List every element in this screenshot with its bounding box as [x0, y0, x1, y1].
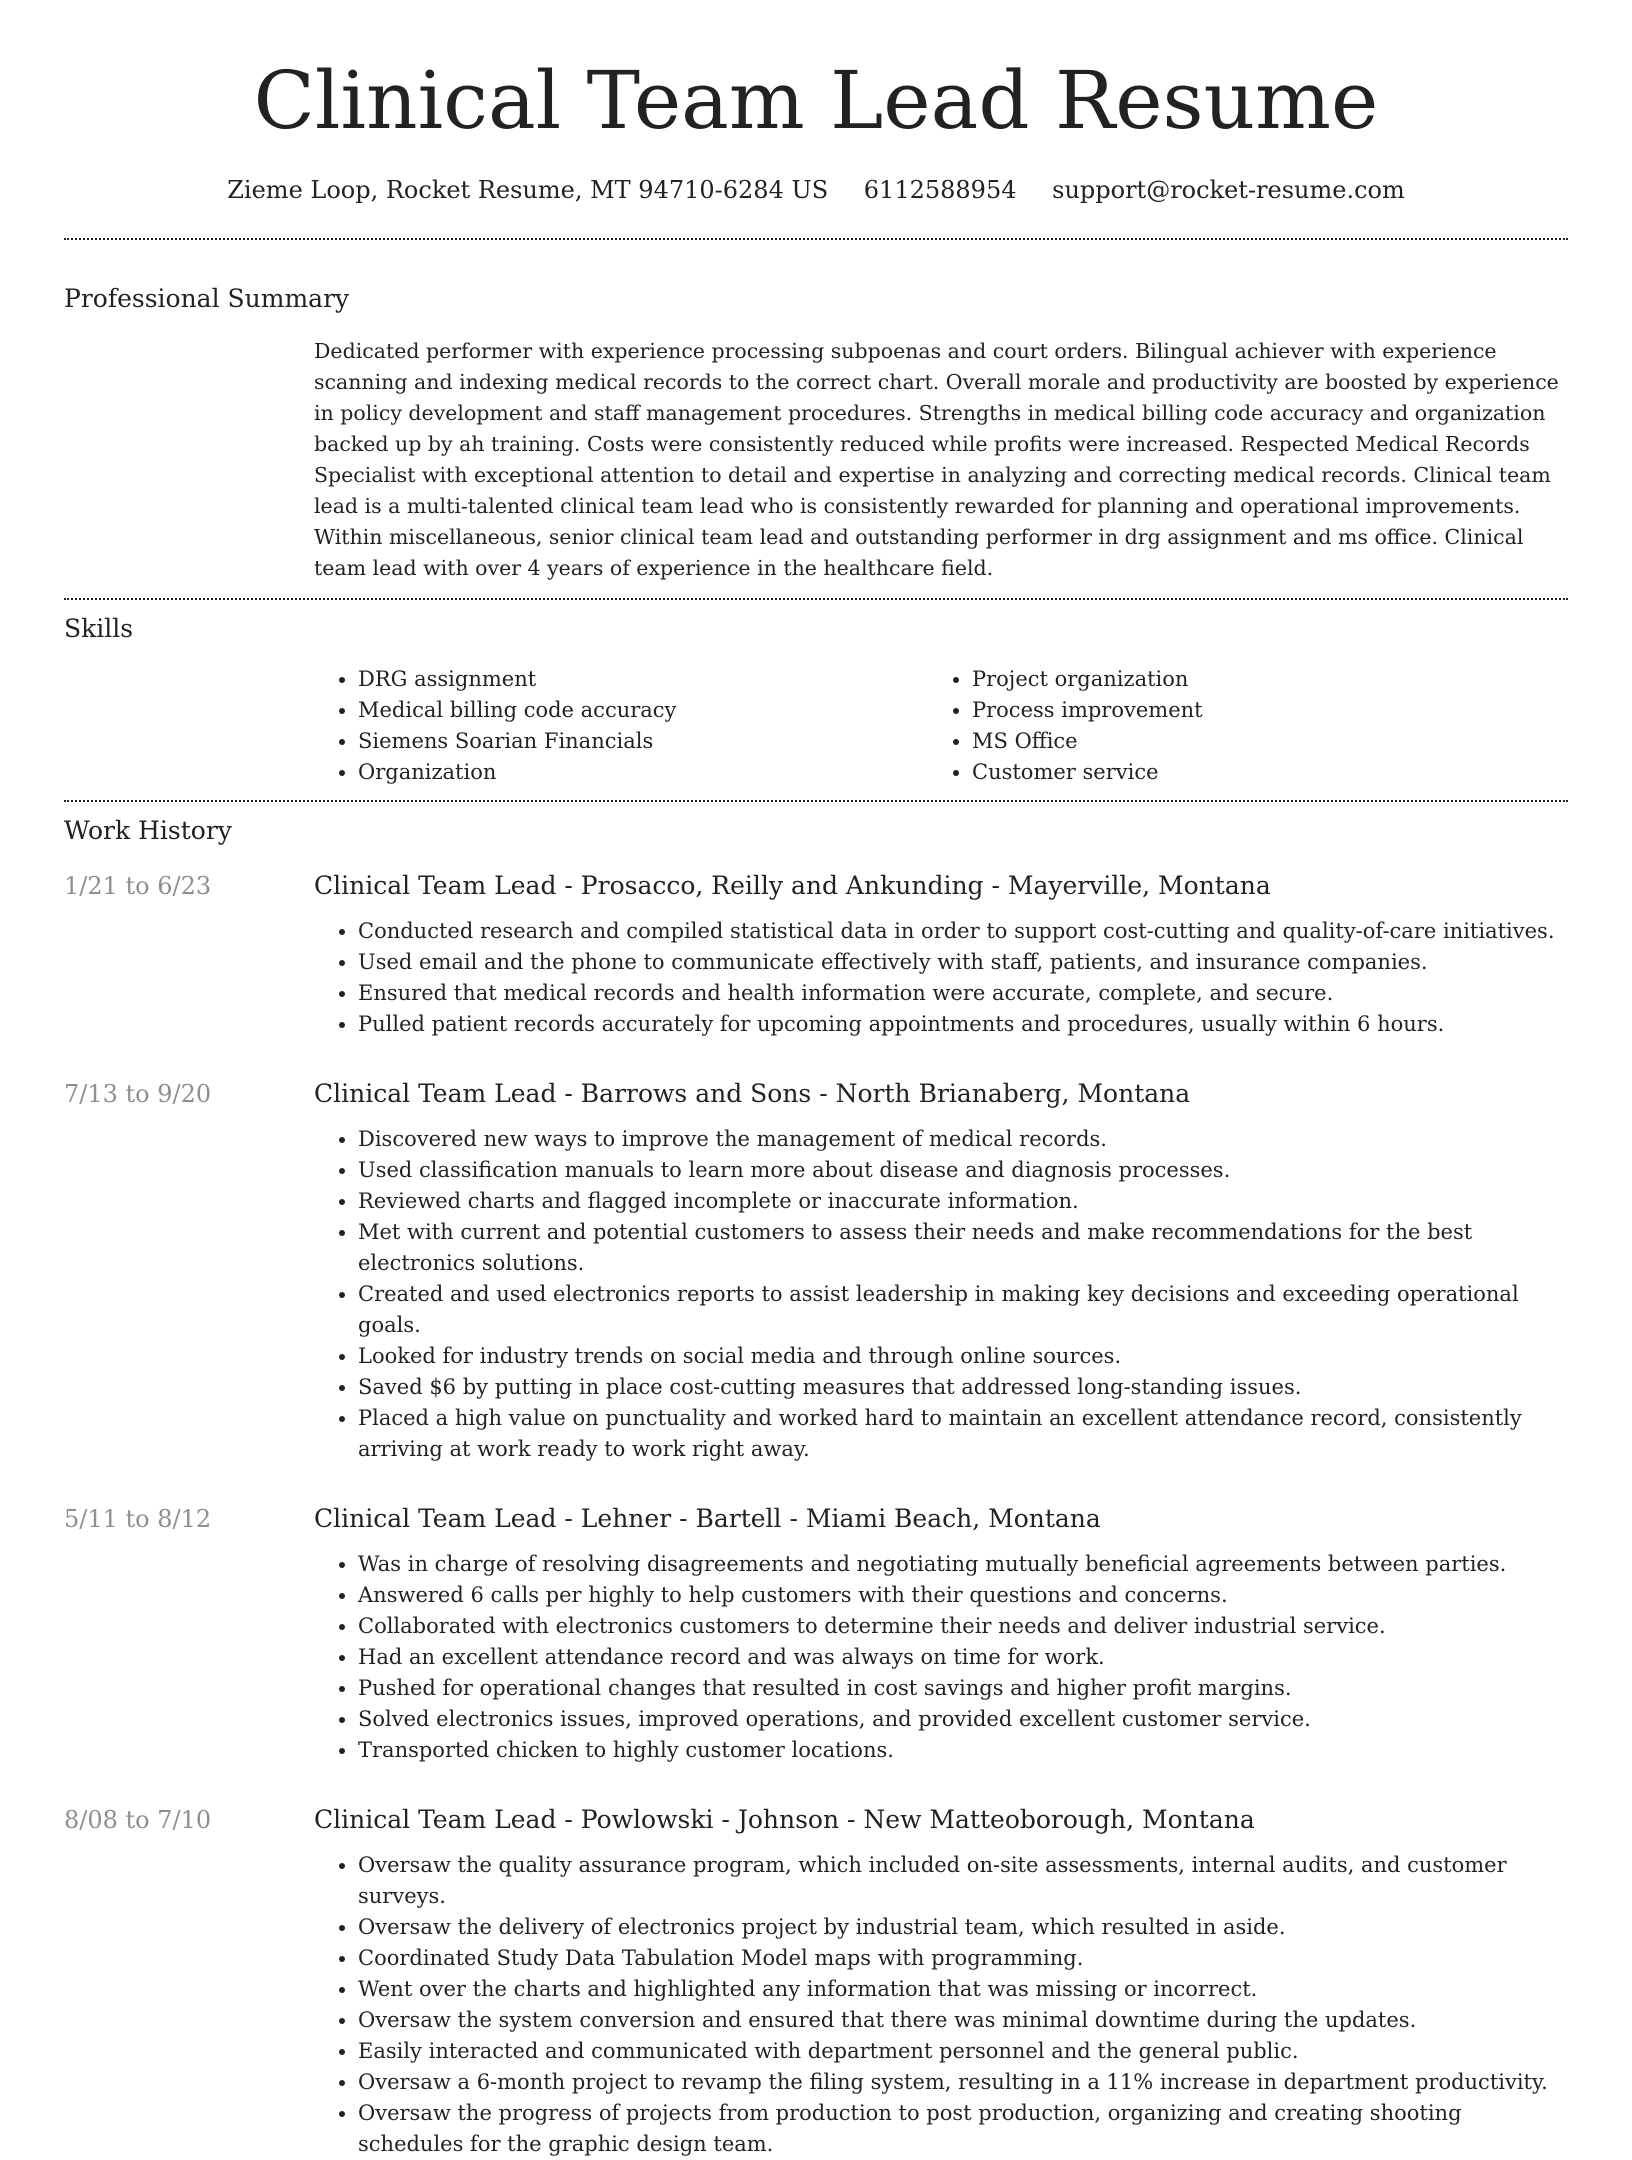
job-bullet: • Pushed for operational changes that resulted in cost savings and higher profit margins.: [358, 1673, 1568, 1704]
job-bullet: • Oversaw the progress of projects from production to post production, organizing and creating shooting schedules for the graphic design team.: [358, 2098, 1568, 2160]
professional-summary-section: [64, 240, 1568, 584]
job-bullet: • Pulled patient records accurately for upcoming appointments and procedures, usually within 6 hours.: [358, 1009, 1568, 1040]
job-bullet: • Oversaw the system conversion and ensured that there was minimal downtime during the updates.: [358, 2005, 1568, 2036]
skill-item: • Medical billing code accuracy: [358, 695, 928, 726]
job-bullet: • Used email and the phone to communicate effectively with staff, patients, and insurance companies.: [358, 947, 1568, 978]
job-bullet: • Was in charge of resolving disagreements and negotiating mutually beneficial agreements between parties.: [358, 1549, 1568, 1580]
skills-grid: [314, 664, 1568, 788]
job-bullet: • Oversaw a 6-month project to revamp the filing system, resulting in a 11% increase in department productivity.: [358, 2067, 1568, 2098]
skills-list-left: [314, 664, 928, 788]
job-bullet: • Used classification manuals to learn more about disease and diagnosis processes.: [358, 1155, 1568, 1186]
job-bullet: • Coordinated Study Data Tabulation Model maps with programming.: [358, 1943, 1568, 1974]
job-heading: Clinical Team Lead - Barrows and Sons - North Brianaberg, Montana: [314, 1079, 1191, 1108]
job-bullets: [314, 916, 1568, 1040]
contact-line: [64, 174, 1568, 206]
job-entry: [64, 870, 1568, 1040]
job-bullet: • Reviewed charts and flagged incomplete or inaccurate information.: [358, 1186, 1568, 1217]
job-bullets: [314, 1850, 1568, 2160]
job-date: 7/13 to 9/20: [64, 1080, 212, 1108]
work-history-section: [64, 802, 1568, 2160]
resume-title: Clinical Team Lead Resume: [253, 54, 1379, 147]
contact-phone: 6112588954: [863, 176, 1017, 204]
job-bullet: • Answered 6 calls per highly to help customers with their questions and concerns.: [358, 1580, 1568, 1611]
job-bullets: [314, 1549, 1568, 1766]
skills-section: [64, 600, 1568, 788]
job-date: 1/21 to 6/23: [64, 872, 212, 900]
job-bullet: • Conducted research and compiled statistical data in order to support cost-cutting and quality-of-care initiatives.: [358, 916, 1568, 947]
section-title-summary: Professional Summary: [64, 284, 350, 313]
job-bullet: • Looked for industry trends on social media and through online sources.: [358, 1341, 1568, 1372]
job-bullet: • Saved $6 by putting in place cost-cutting measures that addressed long-standing issues.: [358, 1372, 1568, 1403]
skill-item: • DRG assignment: [358, 664, 928, 695]
job-bullet: • Easily interacted and communicated with department personnel and the general public.: [358, 2036, 1568, 2067]
job-entry: [64, 1804, 1568, 2160]
skill-item: • MS Office: [972, 726, 1542, 757]
job-bullet: • Placed a high value on punctuality and worked hard to maintain an excellent attendance record, consistently arriving at work ready to work right away.: [358, 1403, 1568, 1465]
summary-text: Dedicated performer with experience processing subpoenas and court orders. Bilingual achiever with experience scanning and indexing medical records to the correct chart. Overall morale and productivity are boosted by experience in policy development and staff management procedures. Strengths in medical billing code accuracy and organization backed up by ah training. Costs were consistently reduced while profits were increased. Respected Medical Records Specialist with exceptional attention to detail and expertise in analyzing and correcting medical records. Clinical team lead is a multi-talented clinical team lead who is consistently rewarded for planning and operational improvements. Within miscellaneous, senior clinical team lead and outstanding performer in drg assignment and ms office. Clinical team lead with over 4 years of experience in the healthcare field.: [314, 339, 1559, 580]
job-bullet: • Solved electronics issues, improved operations, and provided excellent customer service.: [358, 1704, 1568, 1735]
job-entry: [64, 1078, 1568, 1465]
section-title-work: Work History: [64, 816, 232, 845]
job-entry: [64, 1503, 1568, 1766]
contact-address: Zieme Loop, Rocket Resume, MT 94710-6284 US: [227, 176, 829, 204]
job-bullet: • Had an excellent attendance record and was always on time for work.: [358, 1642, 1568, 1673]
job-bullet: • Ensured that medical records and health information were accurate, complete, and secure.: [358, 978, 1568, 1009]
skill-item: • Customer service: [972, 757, 1542, 788]
job-bullet: • Collaborated with electronics customers to determine their needs and deliver industrial service.: [358, 1611, 1568, 1642]
job-bullet: • Went over the charts and highlighted any information that was missing or incorrect.: [358, 1974, 1568, 2005]
contact-email: support@rocket-resume.com: [1052, 176, 1405, 204]
skill-item: • Organization: [358, 757, 928, 788]
job-date: 8/08 to 7/10: [64, 1806, 212, 1834]
job-bullet: • Met with current and potential customers to assess their needs and make recommendations for the best electronics solutions.: [358, 1217, 1568, 1279]
section-title-skills: Skills: [64, 614, 134, 643]
job-heading: Clinical Team Lead - Lehner - Bartell - Miami Beach, Montana: [314, 1504, 1101, 1533]
job-heading: Clinical Team Lead - Powlowski - Johnson - New Matteoborough, Montana: [314, 1805, 1255, 1834]
skill-item: • Process improvement: [972, 695, 1542, 726]
job-bullet: • Created and used electronics reports to assist leadership in making key decisions and exceeding operational goals.: [358, 1279, 1568, 1341]
work-list: [64, 870, 1568, 2160]
skills-list-right: [928, 664, 1542, 788]
job-bullet: • Discovered new ways to improve the management of medical records.: [358, 1124, 1568, 1155]
job-date: 5/11 to 8/12: [64, 1505, 212, 1533]
skill-item: • Project organization: [972, 664, 1542, 695]
job-bullet: • Transported chicken to highly customer locations.: [358, 1735, 1568, 1766]
job-bullet: • Oversaw the quality assurance program, which included on-site assessments, internal audits, and customer surveys.: [358, 1850, 1568, 1912]
job-bullet: • Oversaw the delivery of electronics project by industrial team, which resulted in aside.: [358, 1912, 1568, 1943]
job-bullets: [314, 1124, 1568, 1465]
skill-item: • Siemens Soarian Financials: [358, 726, 928, 757]
job-heading: Clinical Team Lead - Prosacco, Reilly and Ankunding - Mayerville, Montana: [314, 871, 1271, 900]
